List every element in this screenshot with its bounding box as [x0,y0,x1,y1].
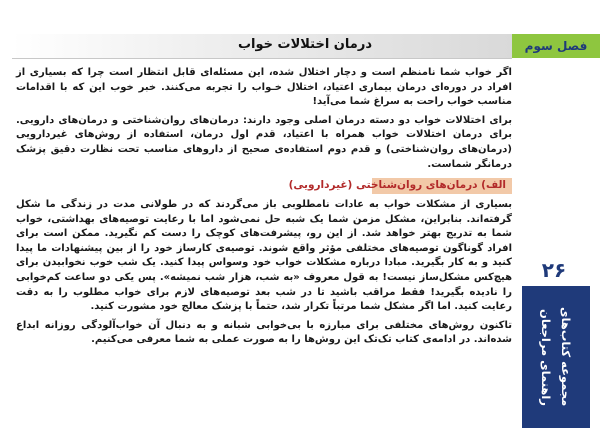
section-heading: الف) درمان‌های روان‌شناختی (غیردارویی) [288,179,506,191]
paragraph: برای اختلالات خواب دو دسته درمان اصلی وجود دارند: درمان‌های روان‌شناختی و درمان‌های دارویی. برای درمان اختلالات خواب همراه با اعتیاد، قدم اول درمان، استفاده از روش‌های غیردارویی (درمان‌های روان‌شناختی) و قدم دوم استفاده‌ی صحیح از داروهای مناسب تحت نظارت دقیق پزشک درمانگر شماست. [16,114,512,170]
paragraph: اگر خواب شما نامنظم است و دچار اختلال شده، این مسئله‌ای قابل انتظار است چرا که بسیاری از افراد در دوره‌ای درمان بیماری اعتیاد، اختلال خـواب را تجربه می‌کنند. خبر خوب این که با اقدامات مناسب خواب راحت به سراغ شما می‌آید! [16,67,512,108]
section-body [16,198,512,352]
intro-body [16,66,512,176]
series-title: مجموعه کتاب‌های راهنمای مراجعان [539,307,573,407]
paragraph: تاکنون روش‌های مختلفی برای مبارزه با بی‌خوابی شبانه و به دنبال آن خواب‌آلودگی روزانه ابداع شده‌اند. در ادامه‌ی کتاب تک‌تک این روش‌ها را به صورت عملی به شما معرفی می‌کنیم. [16,319,512,346]
series-side-band [522,286,590,428]
page-title: درمان اختلالات خواب [237,37,372,52]
page-number: ۲۶ [541,258,567,282]
chapter-header-bar [12,34,512,59]
chapter-tab: فصل سوم [512,34,600,58]
paragraph: بسیاری از مشکلات خواب به عادات نامطلوبی باز می‌گردند که در طولانی مدت در زندگی ما شکل گرفته‌اند. بنابراین، مشکل مزمن شما یک شبه حل نمی‌شود اما با رعایت توصیه‌های بهداشتی، خواب شما به تدریج بهتر خواهد شد. از این رو، پیشرفت‌های کوچک را دست کم نگیرید. ممکن است برای افراد گوناگون توصیه‌های مختلفی مؤثر واقع شوند. توصیه‌ی کارساز خود را از بین پیشنهادات ما پیدا کنید و به کار بگیرید. مبادا درباره مشکلات خواب خود وسواس پیدا کنید. یک شب خوب نخوابیدن برای هیچ‌کس مشکل‌ساز نیست! به قول معروف «به شب، هزار شب نمیشه». پس یکی دو ساعت کم‌خوابی را نادیده بگیرید! فقط مراقب باشید تا در شب بعد توصیه‌های لازم برای خواب مطلوب را به دقت رعایت کنید. اما اگر مشکل شما مرتباً تکرار شد، حتماً با پزشک معالج خود مشورت کنید. [16,199,512,313]
section-heading-box [288,178,512,194]
